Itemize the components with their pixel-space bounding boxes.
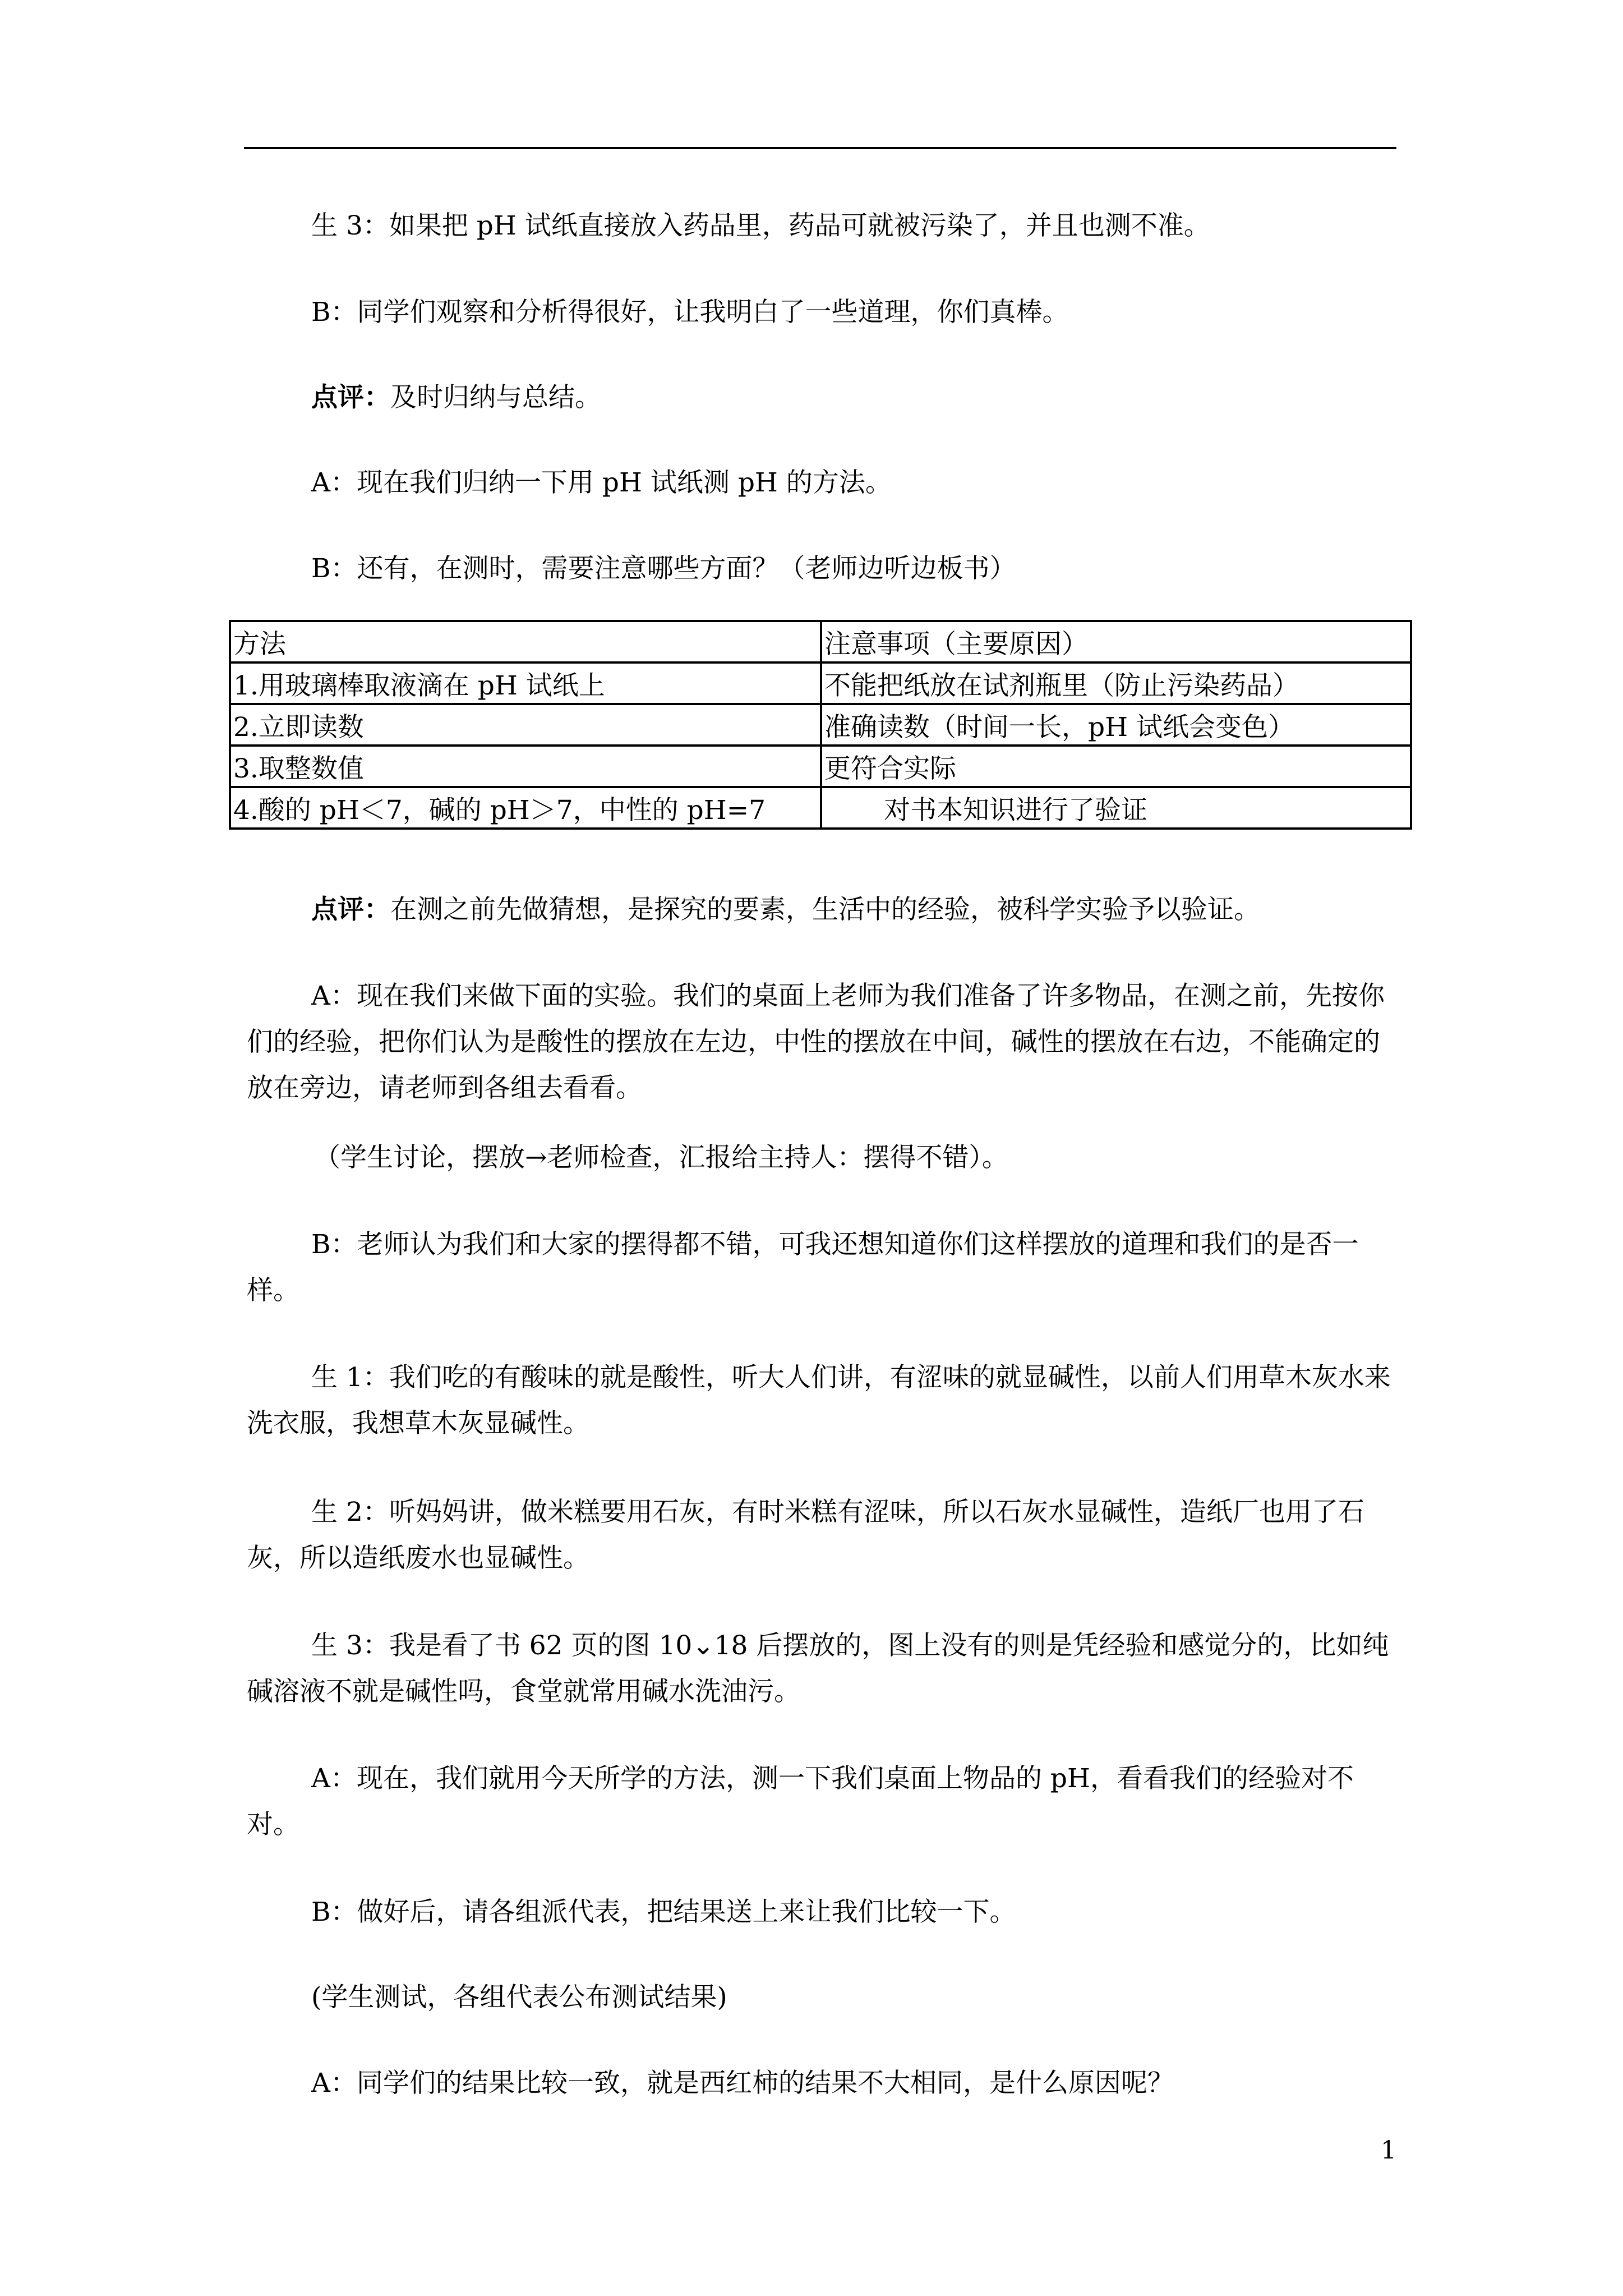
comment-label: 点评： — [311, 894, 390, 925]
comment-text: 在测之前先做猜想，是探究的要素，生活中的经验，被科学实验予以验证。 — [390, 894, 1260, 925]
paragraph-a-test: A：现在，我们就用今天所学的方法，测一下我们桌面上物品的 pH，看看我们的经验对不对。 — [247, 1763, 1354, 1840]
table-cell: 准确读数（时间一长，pH 试纸会变色） — [821, 704, 1411, 746]
table-row — [230, 704, 1411, 746]
paragraph-a-tomato: A：同学们的结果比较一致，就是西红柿的结果不大相同，是什么原因呢？ — [311, 2068, 1174, 2099]
paragraph-a-experiment: A：现在我们来做下面的实验。我们的桌面上老师为我们准备了许多物品，在测之前，先按你们的经验，把你们认为是酸性的摆放在左边，中性的摆放在中间，碱性的摆放在右边，不能确定的放在旁边，请老师到各组去看看。 — [247, 981, 1385, 1103]
table-row — [230, 787, 1411, 829]
method-notes-table — [229, 620, 1412, 830]
paragraph-comment-summary — [311, 376, 601, 420]
table-header-method: 方法 — [230, 621, 821, 662]
table-cell: 3.取整数值 — [230, 746, 821, 787]
paragraph-student-discussion: （学生讨论，摆放→老师检查，汇报给主持人：摆得不错）。 — [314, 1142, 1008, 1173]
table-cell: 1.用玻璃棒取液滴在 pH 试纸上 — [230, 662, 821, 704]
table-cell: 对书本知识进行了验证 — [821, 787, 1411, 829]
table-cell: 4.酸的 pH＜7，碱的 pH＞7，中性的 pH=7 — [230, 787, 821, 829]
paragraph-student-test: (学生测试，各组代表公布测试结果) — [311, 1982, 727, 2013]
paragraph-a-method: A：现在我们归纳一下用 pH 试纸测 pH 的方法。 — [311, 467, 892, 498]
paragraph-student3-book: 生 3：我是看了书 62 页的图 10⌄18 后摆放的，图上没有的则是凭经验和感觉分的，比如纯碱溶液不就是碱性吗，食堂就常用碱水洗油污。 — [247, 1630, 1389, 1707]
table-row — [230, 746, 1411, 787]
table-row — [230, 662, 1411, 704]
paragraph-b-report: B：做好后，请各组派代表，把结果送上来让我们比较一下。 — [311, 1897, 1016, 1927]
paragraph-student2: 生 2：听妈妈讲，做米糕要用石灰，有时米糕有涩味，所以石灰水显碱性，造纸厂也用了石灰，所以造纸废水也显碱性。 — [247, 1497, 1364, 1573]
table-header-notes: 注意事项（主要原因） — [821, 621, 1411, 662]
comment-text: 及时归纳与总结。 — [390, 382, 601, 413]
table-header-row — [230, 621, 1411, 662]
table-cell: 2.立即读数 — [230, 704, 821, 746]
paragraph-student3-ph-paper: 生 3：如果把 pH 试纸直接放入药品里，药品可就被污染了，并且也测不准。 — [311, 210, 1210, 241]
comment-label: 点评： — [311, 382, 390, 413]
paragraph-b-praise: B：同学们观察和分析得很好，让我明白了一些道理，你们真棒。 — [311, 297, 1069, 328]
paragraph-b-attention: B：还有，在测时，需要注意哪些方面？（老师边听边板书） — [311, 553, 1016, 584]
page-number: 1 — [1381, 2136, 1396, 2165]
paragraph-b-question: B：老师认为我们和大家的摆得都不错，可我还想知道你们这样摆放的道理和我们的是否一样。 — [247, 1229, 1359, 1306]
header-rule — [244, 147, 1396, 149]
paragraph-comment-guess — [311, 888, 1260, 932]
table-cell: 不能把纸放在试剂瓶里（防止污染药品） — [821, 662, 1411, 704]
paragraph-student1: 生 1：我们吃的有酸味的就是酸性，听大人们讲，有涩味的就显碱性，以前人们用草木灰水来洗衣服，我想草木灰显碱性。 — [247, 1362, 1391, 1439]
table-cell: 更符合实际 — [821, 746, 1411, 787]
